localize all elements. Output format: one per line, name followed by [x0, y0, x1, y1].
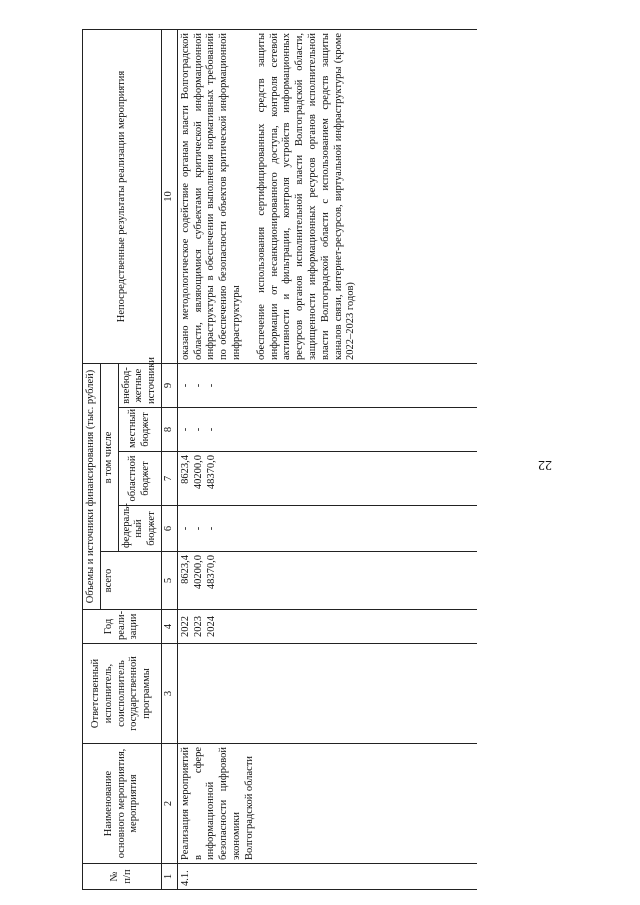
header-name: Наименование основного мероприятия, мероприятия	[83, 744, 162, 864]
year-value: 2022	[179, 616, 191, 637]
extrabudget-value: -	[179, 383, 191, 388]
financing-table	[82, 29, 477, 890]
total-value: 48370,0	[205, 555, 217, 590]
col-num: 6	[161, 506, 177, 552]
header-year: Год реали-зации	[83, 610, 162, 644]
column-numbers-row	[161, 30, 177, 890]
col-num: 5	[161, 552, 177, 610]
federal-value: -	[192, 526, 204, 531]
local-value: -	[192, 427, 204, 432]
col-num: 7	[161, 452, 177, 506]
header-local: местный бюджет	[118, 408, 161, 452]
rotated-page-content	[82, 30, 552, 890]
year-value: 2024	[205, 616, 217, 637]
extrabudget-value: -	[192, 383, 204, 388]
regional-value: 48370,0	[205, 455, 217, 490]
col-num: 2	[161, 744, 177, 864]
header-total: всего	[100, 552, 161, 610]
total-value: 40200,0	[192, 555, 204, 590]
result-item: оказано методологическое содействие органам власти Волгоградской области, являющимися субъектами критической информационной инфраструктуры в обеспечении выполнения нормативных требований по обеспечению безопасности объектов критической информационной инфраструктуры	[179, 33, 242, 360]
year-value: 2023	[192, 616, 204, 637]
col-num: 10	[161, 30, 177, 364]
extrabudget-value: -	[205, 383, 217, 388]
row-years	[177, 610, 477, 644]
regional-value: 40200,0	[192, 455, 204, 490]
header-no: № п/п	[83, 864, 162, 890]
page-number: 22	[538, 457, 552, 472]
row-total	[177, 552, 477, 610]
regional-value: 8623,4	[179, 455, 191, 484]
col-num: 1	[161, 864, 177, 890]
row-local	[177, 408, 477, 452]
header-including: в том числе	[100, 364, 118, 552]
row-regional	[177, 452, 477, 506]
row-number: 4.1.	[177, 864, 477, 890]
row-results	[177, 30, 477, 364]
header-regional: областной бюджет	[118, 452, 161, 506]
row-executor	[177, 644, 477, 744]
header-volumes: Объемы и источники финансирования (тыс. рублей)	[83, 364, 101, 610]
result-item: обеспечение использования сертифицированных средств защиты информации от несанкционированного доступа, контроля сетевой активности и фильтрации, контроля устройств информационных ресурсов органов исполнительной власти Волгоградской области, защищенности информационных ресурсов органов исполнительной власти Волгоградской области с использованием средств защиты каналов связи, интернет-ресурсов, виртуальной инфраструктуры (кроме 2022–2023 годов)	[255, 33, 357, 360]
local-value: -	[179, 427, 191, 432]
local-value: -	[205, 427, 217, 432]
row-federal	[177, 506, 477, 552]
header-extrabudget: внебюд-жетные источники	[118, 364, 161, 408]
federal-value: -	[205, 526, 217, 531]
header-federal: федераль-ный бюджет	[118, 506, 161, 552]
col-num: 8	[161, 408, 177, 452]
total-value: 8623,4	[179, 555, 191, 584]
col-num: 9	[161, 364, 177, 408]
col-num: 4	[161, 610, 177, 644]
col-num: 3	[161, 644, 177, 744]
header-executor: Ответственный исполнитель, соисполнитель государственной программы	[83, 644, 162, 744]
row-extrabudget	[177, 364, 477, 408]
header-results: Непосредственные результаты реализации мероприятия	[83, 30, 162, 364]
row-name: Реализация мероприятий в сфере информационной безопасности цифровой экономики Волгоградской области	[177, 744, 477, 864]
federal-value: -	[179, 526, 191, 531]
table-row	[177, 30, 477, 890]
